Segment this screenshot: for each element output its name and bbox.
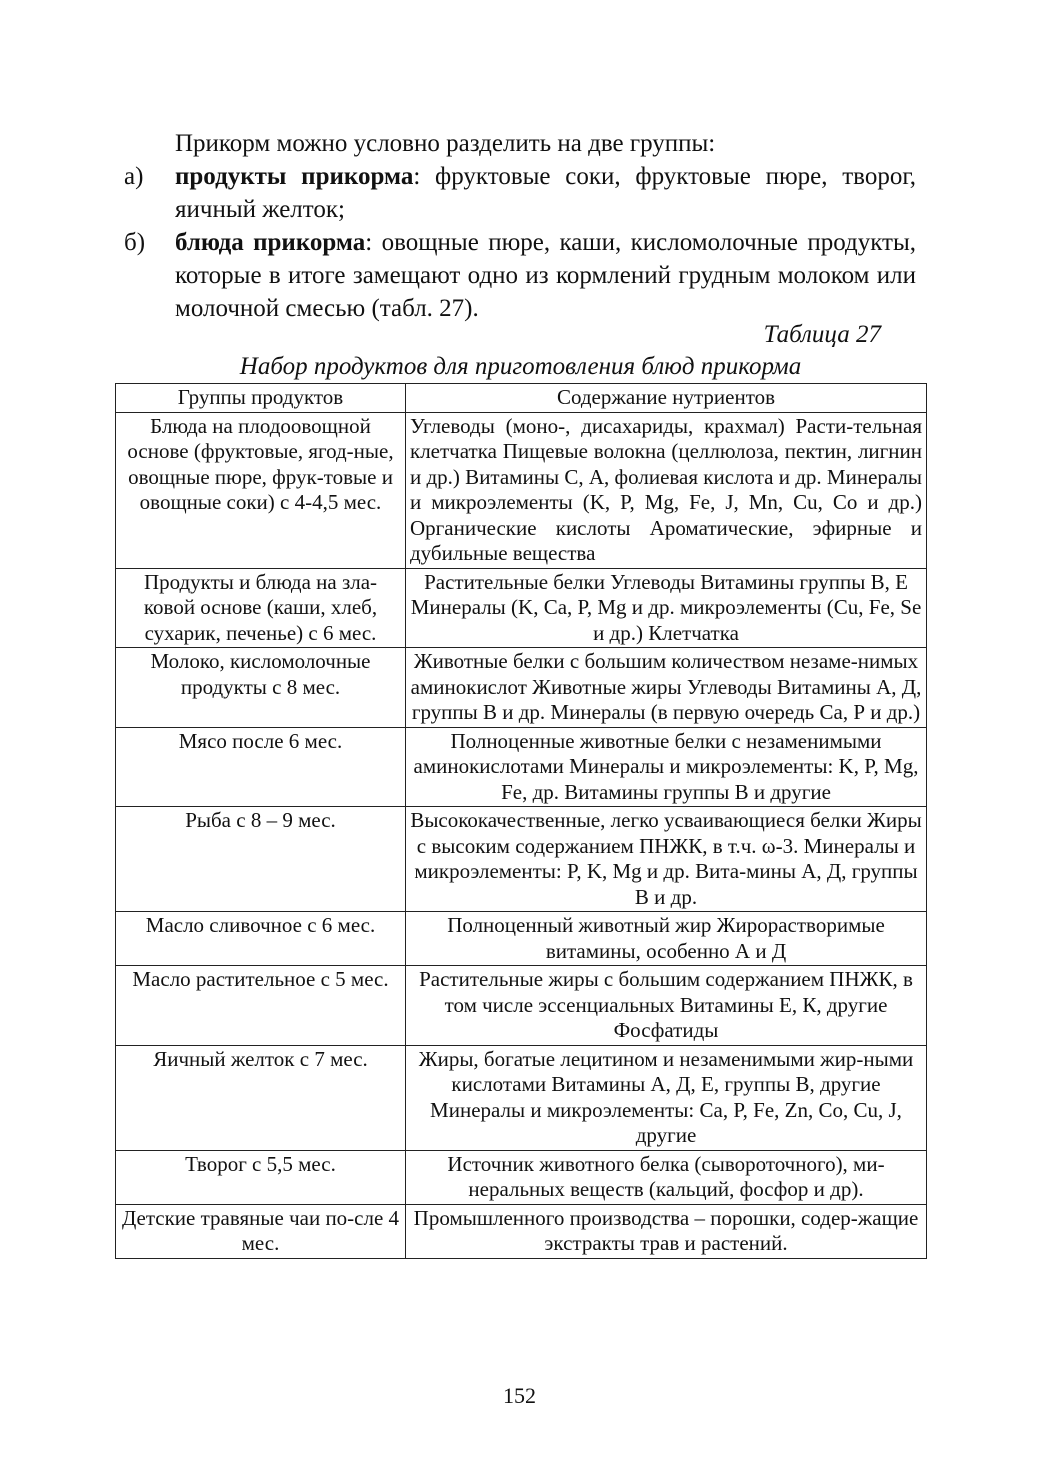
bold-term: продукты прикорма — [175, 163, 414, 190]
header-nutrient-content: Содержание нутриентов — [406, 384, 927, 413]
product-group-cell: Яичный желток с 7 мес. — [116, 1045, 406, 1150]
product-group-cell: Мясо после 6 мес. — [116, 727, 406, 807]
product-group-cell: Рыба с 8 – 9 мес. — [116, 807, 406, 912]
table-row — [116, 912, 927, 966]
table-row — [116, 412, 927, 568]
table-row — [116, 1150, 927, 1204]
bold-term: блюда прикорма — [175, 229, 366, 256]
header-product-groups: Группы продуктов — [116, 384, 406, 413]
list-marker: а) — [124, 163, 144, 190]
list-item-rest: : овощные пюре, каши, кисломолочные продукты, которые в итоге замещают одно из кормлений грудным молоком или молочной смесью (табл. 27). — [175, 229, 916, 322]
list-item-b — [124, 226, 916, 325]
page-number: 152 — [503, 1383, 536, 1408]
table-row — [116, 966, 927, 1046]
nutrient-cell: Углеводы (моно-, дисахариды, крахмал) Расти-тельная клетчатка Пищевые волокна (целлюлоза, пектин, лигнин и др.) Витамины С, А, фолиевая кислота и др. Минералы и микроэлементы (K, P, Mg, Fe, J, Mn, Cu, Co и др.) Органические кислоты Ароматические, эфирные и дубильные вещества — [406, 412, 927, 568]
product-group-cell: Масло сливочное с 6 мес. — [116, 912, 406, 966]
product-group-cell: Творог с 5,5 мес. — [116, 1150, 406, 1204]
nutrient-cell: Животные белки с большим количеством незаме-нимых аминокислот Животные жиры Углеводы Витамины А, Д, группы В и др. Минералы (в первую очередь Са, Р и др.) — [406, 648, 927, 728]
nutrient-cell: Высококачественные, легко усваивающиеся белки Жиры с высоким содержанием ПНЖК, в т.ч. ω-3. Минералы и микроэлементы: P, K, Mg и др. Вита-мины А, Д, группы В и др. — [406, 807, 927, 912]
list-item-text — [175, 160, 916, 226]
table-row — [116, 1204, 927, 1258]
table-row — [116, 807, 927, 912]
list-item-a — [124, 160, 916, 226]
nutrient-cell: Промышленного производства – порошки, содер-жащие экстракты трав и растений. — [406, 1204, 927, 1258]
product-group-cell: Блюда на плодоовощной основе (фруктовые, ягод-ные, овощные пюре, фрук-товые и овощные соки) с 4-4,5 мес. — [116, 412, 406, 568]
list-marker: б) — [124, 229, 146, 256]
intro-paragraph: Прикорм можно условно разделить на две группы: — [175, 130, 716, 157]
nutrient-cell: Жиры, богатые лецитином и незаменимыми жир-ными кислотами Витамины А, Д, Е, группы В, другие Минералы и микроэлементы: Ca, P, Fe, Zn, Co, Cu, J, другие — [406, 1045, 927, 1150]
product-group-cell: Детские травяные чаи по-сле 4 мес. — [116, 1204, 406, 1258]
table-row — [116, 1045, 927, 1150]
nutrient-table — [115, 383, 927, 1259]
product-group-cell: Продукты и блюда на зла-ковой основе (каши, хлеб, сухарик, печенье) с 6 мес. — [116, 568, 406, 648]
table-header-row — [116, 384, 927, 413]
table-row — [116, 648, 927, 728]
nutrient-cell: Полноценный животный жир Жирорастворимые витамины, особенно А и Д — [406, 912, 927, 966]
nutrient-cell: Растительные жиры с большим содержанием ПНЖК, в том числе эссенциальных Витамины Е, К, другие Фосфатиды — [406, 966, 927, 1046]
nutrient-cell: Полноценные животные белки с незаменимыми аминокислотами Минералы и микроэлементы: K, P, Mg, Fe, др. Витамины группы В и другие — [406, 727, 927, 807]
list-item-text — [175, 226, 916, 325]
table-row — [116, 727, 927, 807]
product-group-cell: Молоко, кисломолочные продукты с 8 мес. — [116, 648, 406, 728]
nutrient-cell: Растительные белки Углеводы Витамины группы В, Е Минералы (K, Ca, P, Mg и др. микроэлементы (Cu, Fe, Se и др.) Клетчатка — [406, 568, 927, 648]
nutrient-cell: Источник животного белка (сывороточного), ми-неральных веществ (кальций, фосфор и др). — [406, 1150, 927, 1204]
table-row — [116, 568, 927, 648]
list-item-rest: : фруктовые соки, фруктовые пюре, творог, яичный желток; — [175, 163, 917, 223]
table-number: Таблица 27 — [763, 321, 881, 348]
table-title: Набор продуктов для приготовления блюд прикорма — [239, 353, 802, 380]
product-group-cell: Масло растительное с 5 мес. — [116, 966, 406, 1046]
